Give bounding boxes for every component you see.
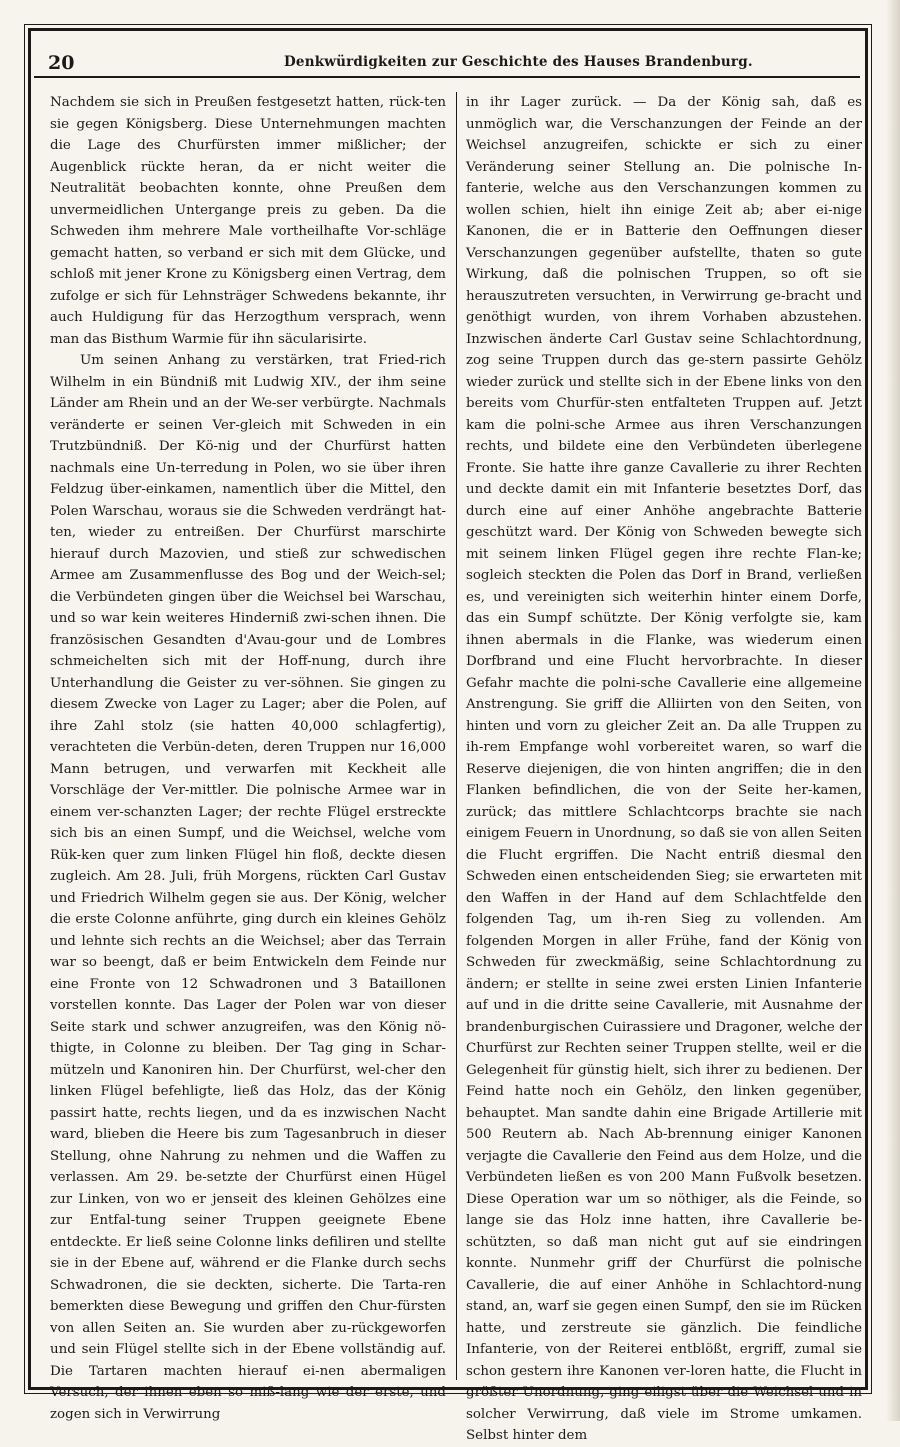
paragraph: Um seinen Anhang zu verstärken, trat Fried-rich Wilhelm in ein Bündniß mit Ludwig XIV., der ihm seine Länder am Rhein und an der We-ser verbürgte. Nachmals veränderte er seinen Ver-gleich mit Schweden in ein Trutzbündniß. Der Kö-nig und der Churfürst hatten nachmals eine Un-terredung in Polen, wo sie über ihren Feldzug über-einkamen, namentlich über die Mittel, den Polen Warschau, woraus sie die Schweden verdrängt hat-ten, wieder zu entreißen. Der Churfürst marschirte hierauf durch Mazovien, und stieß zur schwedischen Armee am Zusammenflusse des Bog und der Weich-sel; die Verbündeten gingen über die Weichsel bei Warschau, und so war kein weiteres Hinderniß zwi-schen ihnen. Die französischen Gesandten d'Avau-gour und de Lombres schmeichelten sich mit der Hoff-nung, durch ihre Unterhandlung die Geister zu ver-söhnen. Sie gingen zu diesem Zwecke von Lager zu Lager; aber die Polen, auf ihre Zahl stolz (sie hatten 40,000 schlagfertig), verachteten die Verbün-deten, deren Truppen nur 16,000 Mann betrugen, und verwarfen mit Keckheit alle Vorschläge der Ver-mittler. Die polnische Armee war in einem ver-schanzten Lager; der rechte Flügel erstreckte sich bis an einen Sumpf, und die Weichsel, welche vom Rük-ken quer zum linken Flügel hin floß, deckte diesen zugleich. Am 28. Juli, früh Morgens, rückten Carl Gustav und Friedrich Wilhelm gegen sie aus. Der König, welcher die erste Colonne anführte, ging durch ein kleines Gehölz und lehnte sich rechts an die Weichsel; aber das Terrain war so beengt, daß er beim Entwickeln dem Feinde nur eine Fronte von 12 Schwadronen und 3 Bataillonen vorstellen konnte. Das Lager der Polen war von dieser Seite stark und schwer anzugreifen, was den König nö-thigte, in Colonne zu bleiben. Der Tag ging in Schar-mützeln und Kanoniren hin. Der Churfürst, wel-cher den linken Flügel befehligte, ließ das Holz, das der König passirt hatte, rechts liegen, und da es inzwischen Nacht ward, blieben die Heere bis zum Tagesanbruch in dieser Stellung, ohne Nahrung zu nehmen und die Waffen zu verlassen. Am 29. be-setzte der Churfürst einen Hügel zur Linken, von wo er jenseit des kleinen Gehölzes eine zur Entfal-tung seiner Truppen geeignete Ebene entdeckte. Er ließ seine Colonne links defiliren und stellte sie in der Ebene auf, während er die Flanke durch sechs Schwadronen, die sie deckten, sicherte. Die Tarta-ren bemerkten diese Bewegung und griffen den Chur-fürsten von allen Seiten an. Sie wurden aber zu-rückgeworfen und sein Flügel stellte sich in der Ebene vollständig auf. Die Tartaren machten hierauf ei-nen abermaligen Versuch, der ihnen eben so miß-lang wie der erste, und zogen sich in Verwirrung xyxy=(50,353,446,1422)
left-column xyxy=(50,92,446,1422)
page-edge xyxy=(886,0,900,1421)
paragraph: in ihr Lager zurück. — Da der König sah, daß es unmöglich war, die Verschanzungen der Feinde an der Weichsel anzugreifen, schickte er sich zu einer Veränderung seiner Stellung an. Die polnische In-fanterie, welche aus den Verschanzungen kommen zu wollen schien, hielt ihn einige Zeit ab; aber ei-nige Kanonen, die er in Batterie den Oeffnungen dieser Verschanzungen gegenüber aufstellte, thaten so gute Wirkung, daß die polnischen Truppen, so oft sie herauszutreten versuchten, in Verwirrung ge-bracht und genöthigt wurden, von ihrem Vorhaben abzustehen. Inzwischen änderte Carl Gustav seine Schlachtordnung, zog seine Truppen durch das ge-stern passirte Gehölz wieder zurück und stellte sich in der Ebene links von den bereits vom Churfür-sten entfalteten Truppen auf. Jetzt kam die polni-sche Armee aus ihren Verschanzungen rechts, und bildete eine den Verbündeten überlegene Fronte. Sie hatte ihre ganze Cavallerie zu ihrer Rechten und deckte damit ein mit Infanterie besetztes Dorf, das durch eine auf einer Anhöhe angebrachte Batterie geschützt ward. Der König von Schweden bewegte sich mit seinem linken Flügel gegen ihre rechte Flan-ke; sogleich steckten die Polen das Dorf in Brand, verließen es, und vereinigten sich weiterhin hinter einem Dorfe, das ein Sumpf schützte. Der König verfolgte sie, kam ihnen abermals in die Flanke, was wiederum einen Dorfbrand und eine Flucht hervorbrachte. In dieser Gefahr machte die polni-sche Cavallerie eine allgemeine Anstrengung. Sie griff die Alliirten von den Seiten, von hinten und vorn zu gleicher Zeit an. Da alle Truppen zu ih-rem Empfange wohl vorbereitet waren, so warf die Reserve diejenigen, die von hinten angriffen; die in den Flanken befindlichen, die von der Seite her-kamen, zurück; das mittlere Schlachtcorps brachte sie nach einigem Feuern in Unordnung, so daß sie von allen Seiten die Flucht ergriffen. Die Nacht entriß diesmal den Schweden einen entscheidenden Sieg; sie erwarteten mit den Waffen in der Hand auf dem Schlachtfelde den folgenden Tag, um ih-ren Sieg zu vollenden. Am folgenden Morgen in aller Frühe, fand der König von Schweden für zweckmäßig, seine Schlachtordnung zu ändern; er stellte in seine zwei ersten Linien Infanterie auf und in die dritte seine Cavallerie, mit Ausnahme der brandenburgischen Cuirassiere und Dragoner, welche der Churfürst zur Rechten seiner Truppen stellte, weil er die Gelegenheit für günstig hielt, sich ihrer zu bedienen. Der Feind hatte noch ein Gehölz, den linken gegenüber, behauptet. Man sandte dahin eine Brigade Artillerie mit 500 Reutern ab. Nach Ab-brennung einiger Kanonen verjagte die Cavallerie den Feind aus dem Holze, und die Verbündeten ließen es von 200 Mann Fußvolk besetzen. Diese Operation war um so nöthiger, als die Feinde, so lange sie das Holz inne hatten, ihre Cavallerie be-schützten, so daß man nicht gut auf sie eindringen konnte. Nunmehr griff der Churfürst die polnische Cavallerie, die auf einer Anhöhe in Schlachtord-nung stand, an, warf sie gegen einen Sumpf, den sie im Rücken hatte, und zerstreute sie gänzlich. Die feindliche Infanterie, von der Reiterei entblößt, ergriff, zumal sie schon gestern ihre Kanonen ver-loren hatte, die Flucht in größter Unordnung, ging eiligst über die Weichsel und in solcher Verwirrung, daß viele im Strome umkamen. Selbst hinter dem xyxy=(466,95,862,1443)
column-divider xyxy=(456,92,457,1380)
running-title: Denkwürdigkeiten zur Geschichte des Hauses Brandenburg. xyxy=(284,54,753,70)
page-number: 20 xyxy=(48,52,75,74)
page-header xyxy=(34,40,860,78)
right-column xyxy=(466,92,862,1443)
paragraph: Nachdem sie sich in Preußen festgesetzt hatten, rück-ten sie gegen Königsberg. Diese Unternehmungen machten die Lage des Churfürsten immer mißlicher; der Augenblick rückte heran, da er nicht weiter die Neutralität beobachten konnte, ohne Preußen dem unvermeidlichen Untergange preis zu geben. Da die Schweden ihm mehrere Male vortheilhafte Vor-schläge gemacht hatten, so verband er sich mit dem Glücke, und schloß mit jener Krone zu Königsberg einen Vertrag, dem zufolge er sich für Lehnsträger Schwedens bekannte, ihr auch Huldigung für das Herzogthum versprach, wenn man das Bisthum Warmie für ihn säcularisirte. xyxy=(50,95,446,347)
